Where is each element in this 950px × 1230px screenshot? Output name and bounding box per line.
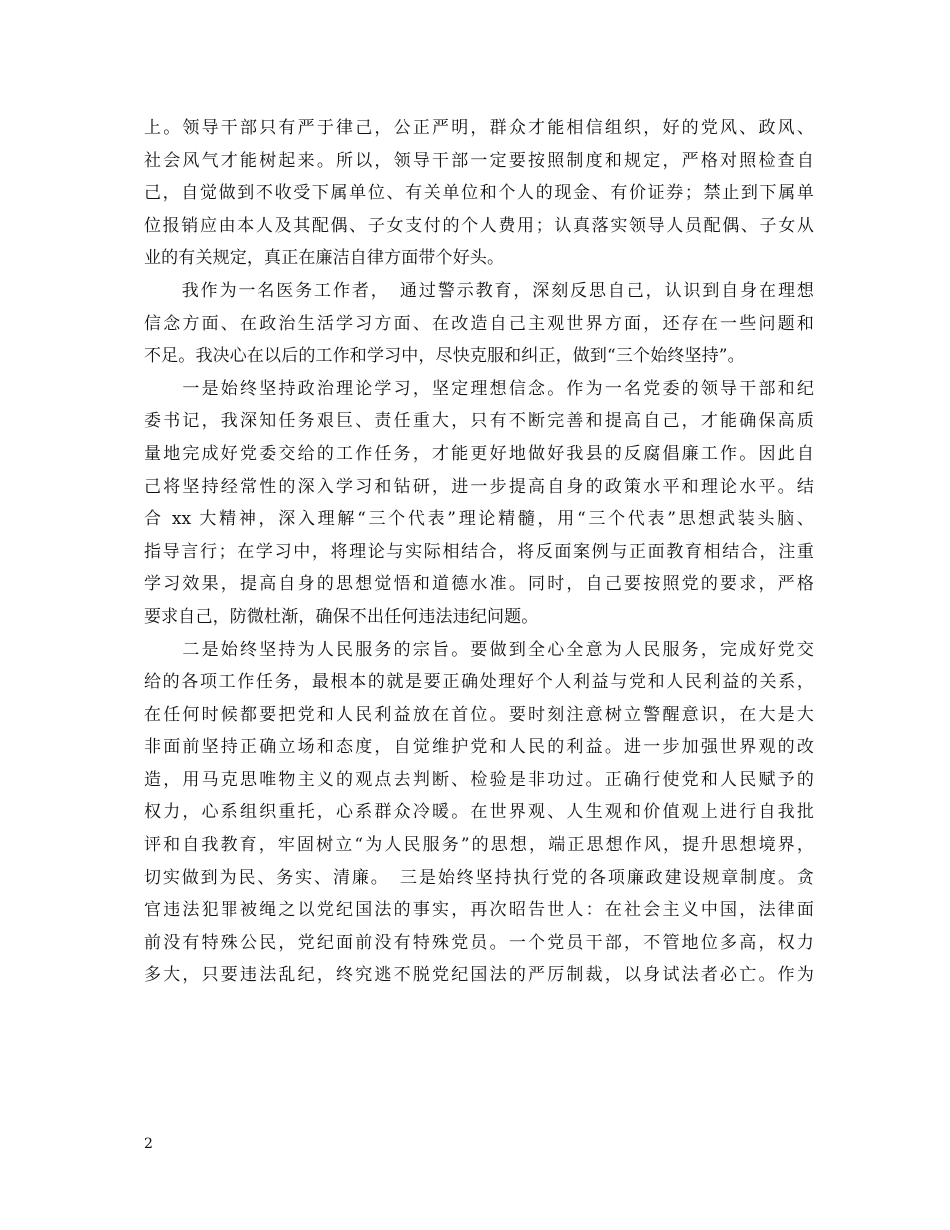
text-line: 在任何时候都要把党和人民利益放在首位。要时刻注意树立警醒意识，在大是大 — [144, 704, 814, 725]
text-line: 切实做到为民、务实、清廉。 三是始终坚持执行党的各项廉政建设规章制度。贪 — [144, 867, 814, 888]
text-line: 己将坚持经常性的深入学习和钻研，进一步提高自身的政策水平和理论水平。结 — [144, 476, 814, 497]
text-line: 造，用马克思唯物主义的观点去判断、检验是非功过。正确行使党和人民赋予的 — [144, 769, 814, 790]
text-line: 我作为一名医务工作者， 通过警示教育，深刻反思自己，认识到自身在理想 — [144, 280, 814, 301]
text-line: 权力，心系组织重托，心系群众冷暖。在世界观、人生观和价值观上进行自我批 — [144, 802, 814, 823]
text-line: 非面前坚持正确立场和态度，自觉维护党和人民的利益。进一步加强世界观的改 — [144, 737, 814, 758]
text-line: 合 xx 大精神，深入理解“三个代表”理论精髓，用“三个代表”思想武装头脑、 — [144, 509, 814, 530]
text-line: 给的各项工作任务，最根本的就是要正确处理好个人利益与党和人民利益的关系， — [144, 672, 814, 693]
text-line: 业的有关规定，真正在廉洁自律方面带个好头。 — [144, 248, 505, 269]
text-line: 不足。我决心在以后的工作和学习中，尽快克服和纠正，做到“三个始终坚持”。 — [144, 346, 745, 367]
text-line: 一是始终坚持政治理论学习，坚定理想信念。作为一名党委的领导干部和纪 — [144, 378, 814, 399]
text-line: 上。领导干部只有严于律己，公正严明，群众才能相信组织，好的党风、政风、 — [144, 118, 814, 138]
text-line: 指导言行；在学习中，将理论与实际相结合，将反面案例与正面教育相结合，注重 — [144, 541, 814, 562]
text-line: 委书记，我深知任务艰巨、责任重大，只有不断完善和提高自己，才能确保高质 — [144, 411, 814, 432]
body-text — [144, 112, 814, 992]
text-line: 量地完成好党委交给的工作任务，才能更好地做好我县的反腐倡廉工作。因此自 — [144, 443, 814, 464]
text-line: 学习效果，提高自身的思想觉悟和道德水准。同时，自己要按照党的要求，严格 — [144, 574, 814, 595]
text-line: 信念方面、在政治生活学习方面、在改造自己主观世界方面，还存在一些问题和 — [144, 313, 814, 334]
text-line: 要求自己，防微杜渐，确保不出任何违法违纪问题。 — [144, 606, 539, 627]
text-line: 前没有特殊公民，党纪面前没有特殊党员。一个党员干部，不管地位多高，权力 — [144, 932, 814, 953]
text-line: 多大，只要违法乱纪，终究逃不脱党纪国法的严厉制裁，以身试法者必亡。作为 — [144, 965, 814, 986]
text-line: 二是始终坚持为人民服务的宗旨。要做到全心全意为人民服务，完成好党交 — [144, 639, 814, 660]
text-line: 社会风气才能树起来。所以，领导干部一定要按照制度和规定，严格对照检查自 — [144, 150, 814, 171]
text-line: 己，自觉做到不收受下属单位、有关单位和个人的现金、有价证券；禁止到下属单 — [144, 183, 814, 204]
text-line: 官违法犯罪被绳之以党纪国法的事实，再次昭告世人：在社会主义中国，法律面 — [144, 900, 814, 921]
text-line: 位报销应由本人及其配偶、子女支付的个人费用；认真落实领导人员配偶、子女从 — [144, 215, 814, 236]
text-line: 评和自我教育，牢固树立“为人民服务”的思想，端正思想作风，提升思想境界， — [144, 835, 814, 856]
page-number: 2 — [144, 1136, 153, 1152]
